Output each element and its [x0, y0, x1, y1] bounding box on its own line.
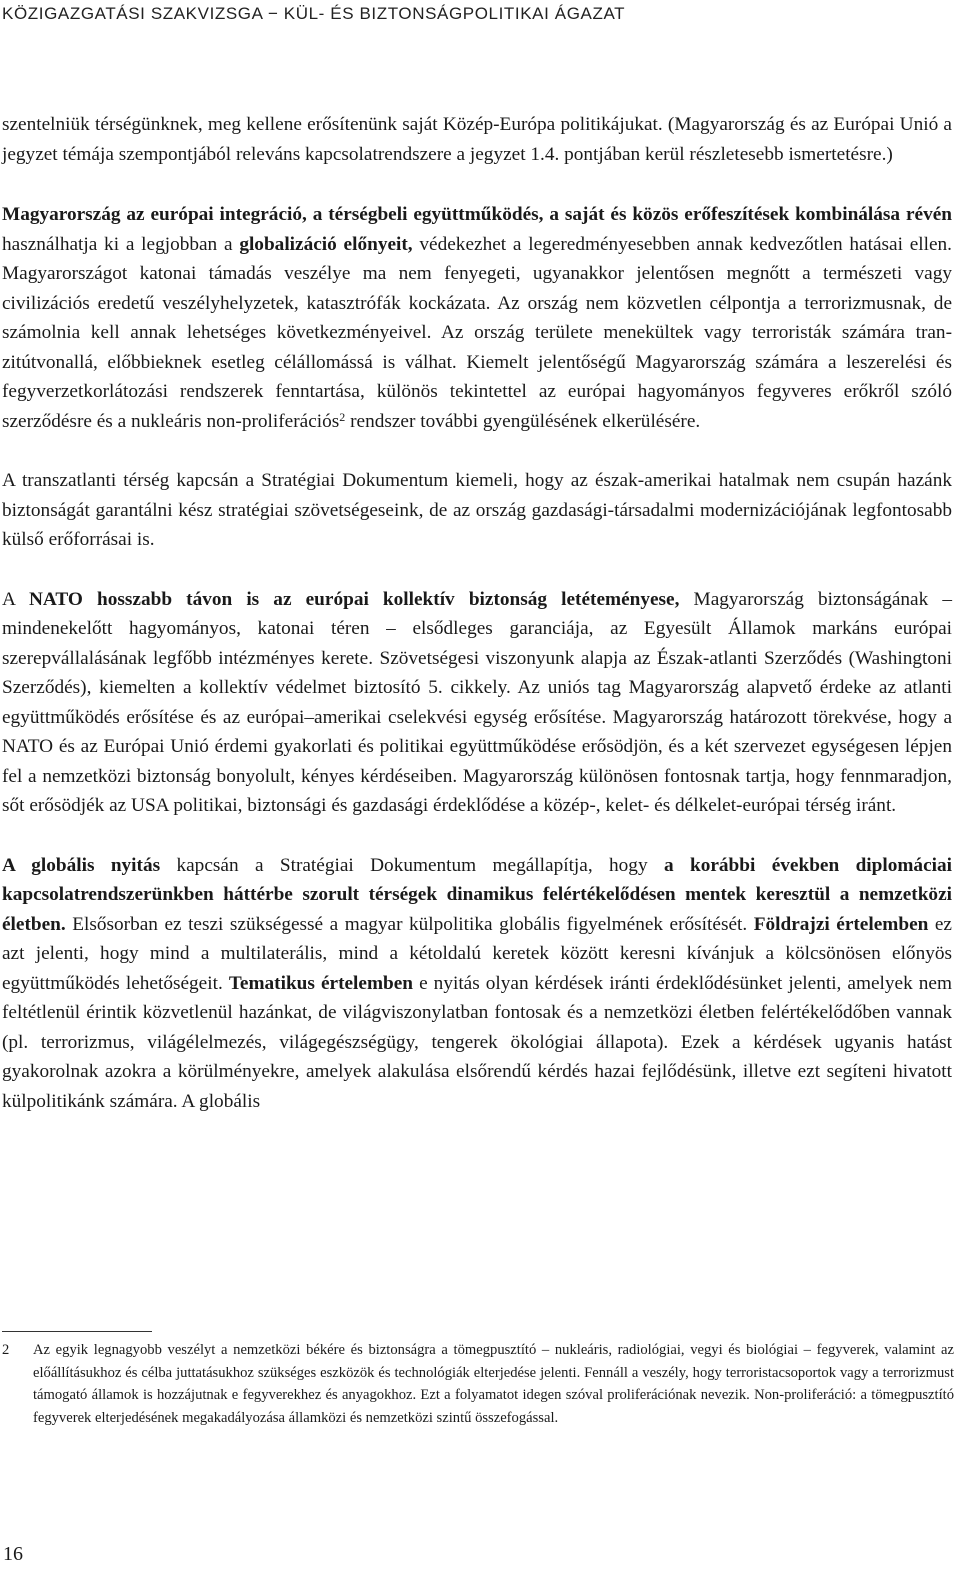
text-run: rendszer további gyengülésének elkerülésére.	[345, 410, 701, 432]
bold-phrase: globalizáció előnyeit,	[239, 233, 413, 255]
paragraph-4	[2, 585, 952, 821]
paragraph-1	[2, 110, 952, 169]
text-run: e nyitás olyan kérdések iránti érdeklődésünket jelenti, amelyek nem feltétlenül érintik közvetlenül hazánkat, de világviszonylatban fontosak és a nemzetközi életben felértékelődőben vannak (pl. terrorizmus, világélelmezés, világegészségügy, tengerek ökológiai állapota). Ezek a kérdések ugyanis hatást gyakorolnak azokra a körülményekre, amelyek alakulása elsőrendű kérdés hazai fejlődésünk, illetve ezt segíteni hivatott külpolitikánk számára. A globális	[2, 972, 952, 1112]
text-run: használhatja ki a legjobban a	[2, 233, 240, 255]
text-run: ez azt jelenti, hogy mind a multilaterális, mind a kétoldalú keretek között keresni kívánjuk a kölcsönösen előnyös együttműködés lehetőségeit.	[2, 913, 952, 994]
footnote-text: Az egyik legnagyobb veszélyt a nemzetközi békére és biztonságra a tömegpusztító – nukleáris, radiológiai, vegyi és biológiai – fegyverek, valamint az előállításukhoz és célba juttatásukhoz szükséges eszközök és technológiák elterjedése jelenti. Fennáll a veszély, hogy terroristacsoportok vagy a terrorizmust támogató államok is hozzájutnak e fegyverekhez és anyagokhoz. Ezt a folyamatot idegen szóval proliferációnak nevezik. Non-proliferáció: a tömegpusztító fegyverek elterjedésének megakadályozása államközi és nemzetközi szintű összefogással.	[33, 1342, 954, 1426]
body-text	[2, 110, 952, 1146]
footnote-reference: 2	[339, 409, 346, 424]
paragraph-5	[2, 851, 952, 1117]
running-header: KÖZIGAZGATÁSI SZAKVIZSGA − KÜL- ÉS BIZTONSÁGPOLITIKAI ÁGAZAT	[2, 4, 626, 23]
footnote	[2, 1339, 954, 1429]
footnote-number: 2	[2, 1342, 10, 1358]
text-run: Magyarország biztonságának – mindenekelőtt hagyományos, katonai téren – elsődleges garanciája, az Egyesült Államok markáns európai szerepvállalásának legfőbb intézményes kerete. Szövetségesi viszonyunk alapja az Észak-atlanti Szerződés (Washingtoni Szerződés), kiemelten a kollektív védelmet biztosító 5. cikkely. Az uniós tag Magyarország alapvető érdeke az atlanti együttműködés erősítése és az európai–amerikai cselekvési egység erősítése. Magyarország határozott törekvése, hogy a NATO és az Európai Unió érdemi gyakorlati és politikai együttműködése erősödjön, és a két szervezet egységesen lépjen fel a nemzetközi biztonság bonyolult, kényes kérdéseiben. Magyarország különösen fontosnak tartja, hogy fennmaradjon, sőt erősödjék az USA politikai, biztonsági és gazdasági érdeklődése a közép-, kelet- és délkelet-európai térség iránt.	[2, 588, 952, 816]
paragraph-2	[2, 200, 952, 436]
text-run: kapcsán a Stratégiai Dokumentum megállapítja, hogy	[160, 854, 664, 876]
bold-phrase: Magyarország az európai integráció, a térségbeli együttműködés, a saját és közös erőfeszítések kombinálása révén	[2, 204, 952, 225]
text-run: védekezhet a legeredményesebben annak kedvezőtlen hatásai ellen. Magyarországot katonai támadás veszélye ma nem fenyegeti, ugyanakkor jelentősen megnőtt a természeti vagy civilizációs eredetű veszélyhelyzetek, katasztrófák kockázata. Az ország nem közvetlen célpontja a terrorizmusnak, de számolnia kell annak lehetséges következményeivel. Az ország területe menekültek vagy terroristák számára tranzitútvonallá, előbbieknek esetleg célállomássá is válhat. Kiemelt jelentőségű Magyarország számára a leszerelési és fegyverzetkorlátozási rendszerek fenntartása, különös tekintettel az európai hagyományos fegyveres erőkről szóló szerződésre és a nukleáris non-proliferációs	[2, 233, 952, 432]
paragraph-3	[2, 466, 952, 555]
paragraph-1-text: szentelniük térségünknek, meg kellene erősítenünk saját Közép-Európa politikájukat. (Magyarország és az Európai Unió a jegyzet témája szempontjából releváns kapcsolatrendszere a jegyzet 1.4. pontjában kerül részletesebb ismertetésre.)	[2, 114, 952, 165]
text-run: Elsősorban ez teszi szükségessé a magyar külpolitika globális figyelmének erősítését.	[65, 913, 754, 935]
text-run: A	[2, 588, 29, 610]
footnote-divider	[2, 1331, 152, 1332]
bold-phrase: NATO hosszabb távon is az európai kollektív biztonság letéteményese,	[28, 588, 680, 610]
bold-phrase: Földrajzi értelemben	[753, 913, 929, 935]
bold-phrase: A globális nyitás	[2, 854, 161, 876]
page-number: 16	[3, 1543, 23, 1565]
bold-phrase: Tematikus értelemben	[228, 972, 414, 994]
paragraph-3-text: A transzatlanti térség kapcsán a Stratégiai Dokumentum kiemeli, hogy az észak-amerikai hatalmak nem csupán hazánk biztonságát garantálni kész stratégiai szövetségeseink, de az ország gazdasági-társadalmi modernizációjának legfontosabb külső erőforrásai is.	[2, 470, 952, 550]
bold-phrase: a korábbi években diplomáciai kapcsolatrendszerünkben háttérbe szorult térségek dinamikus felértékelődésen mentek keresztül a nemzetközi életben.	[2, 854, 952, 935]
